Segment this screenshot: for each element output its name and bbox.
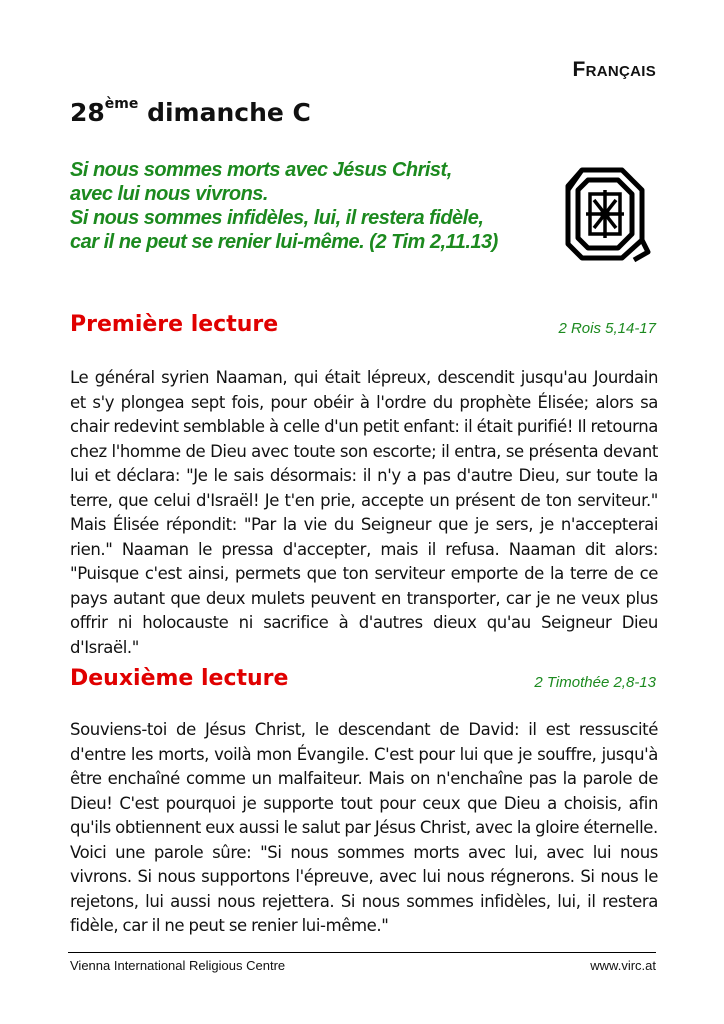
language-label: Français: [572, 58, 656, 81]
second-reading-text: [70, 718, 658, 939]
verse-line: car il ne peut se renier lui-même. (2 Tim 2,11.13): [70, 231, 498, 253]
verse-line: Si nous sommes morts avec Jésus Christ,: [70, 159, 452, 181]
first-reading-title: Première lecture: [70, 312, 279, 337]
sunday-title: dimanche C: [147, 98, 311, 127]
second-reading-title: Deuxième lecture: [70, 666, 289, 691]
virc-logo-icon: [560, 160, 655, 265]
second-reading-reference: 2 Timothée 2,8-13: [534, 674, 656, 691]
key-verse: [70, 158, 550, 254]
page-title: [70, 95, 311, 127]
verse-line: avec lui nous vivrons.: [70, 183, 268, 205]
second-reading-paragraph: Voici une parole sûre: "Si nous sommes morts avec lui, avec lui nous vivrons. Si nous supportons l'épreuve, avec lui nous régnerons. Si nous le rejetons, lui aussi nous rejettera. Si nous sommes infidèles, lui, il restera fidèle, car il ne peut se renier lui-même.": [70, 842, 658, 935]
footer-divider: [68, 952, 656, 953]
second-reading-paragraph: Souviens-toi de Jésus Christ, le descendant de David: il est ressuscité d'entre les morts, voilà mon Évangile. C'est pour lui que je souffre, jusqu'à être enchaîné comme un malfaiteur. Mais on n'enchaîne pas la parole de Dieu! C'est pourquoi je supporte tout pour ceux que Dieu a choisis, afin qu'ils obtiennent eux aussi le salut par Jésus Christ, avec la gloire éternelle.: [70, 720, 658, 837]
footer-organization: Vienna International Religious Centre: [70, 958, 286, 973]
first-reading-text: Le général syrien Naaman, qui était lépreux, descendit jusqu'au Jourdain et s'y plongea sept fois, pour obéir à l'ordre du prophète Élisée; alors sa chair redevint semblable à celle d'un petit enfant: il était purifié! Il retourna chez l'homme de Dieu avec toute son escorte; il entra, se présenta devant lui et déclara: "Je le sais désormais: il n'y a pas d'autre Dieu, sur toute la terre, que celui d'Israël! Je t'en prie, accepte un présent de ton serviteur." Mais Élisée répondit: "Par la vie du Seigneur que je sers, je n'accepterai rien." Naaman le pressa d'accepter, mais il refusa. Naaman dit alors: "Puisque c'est ainsi, permets que ton serviteur emporte de la terre de ce pays autant que deux mulets peuvent en transporter, car je ne veux plus offrir ni holocauste ni sacrifice à d'autres dieux qu'au Seigneur Dieu d'Israël.": [70, 368, 658, 657]
footer-website-link[interactable]: www.virc.at: [590, 958, 656, 973]
verse-line: Si nous sommes infidèles, lui, il restera fidèle,: [70, 207, 484, 229]
sunday-number: 28: [70, 98, 105, 127]
sunday-superscript: ème: [104, 95, 139, 112]
first-reading-reference: 2 Rois 5,14-17: [558, 320, 656, 337]
